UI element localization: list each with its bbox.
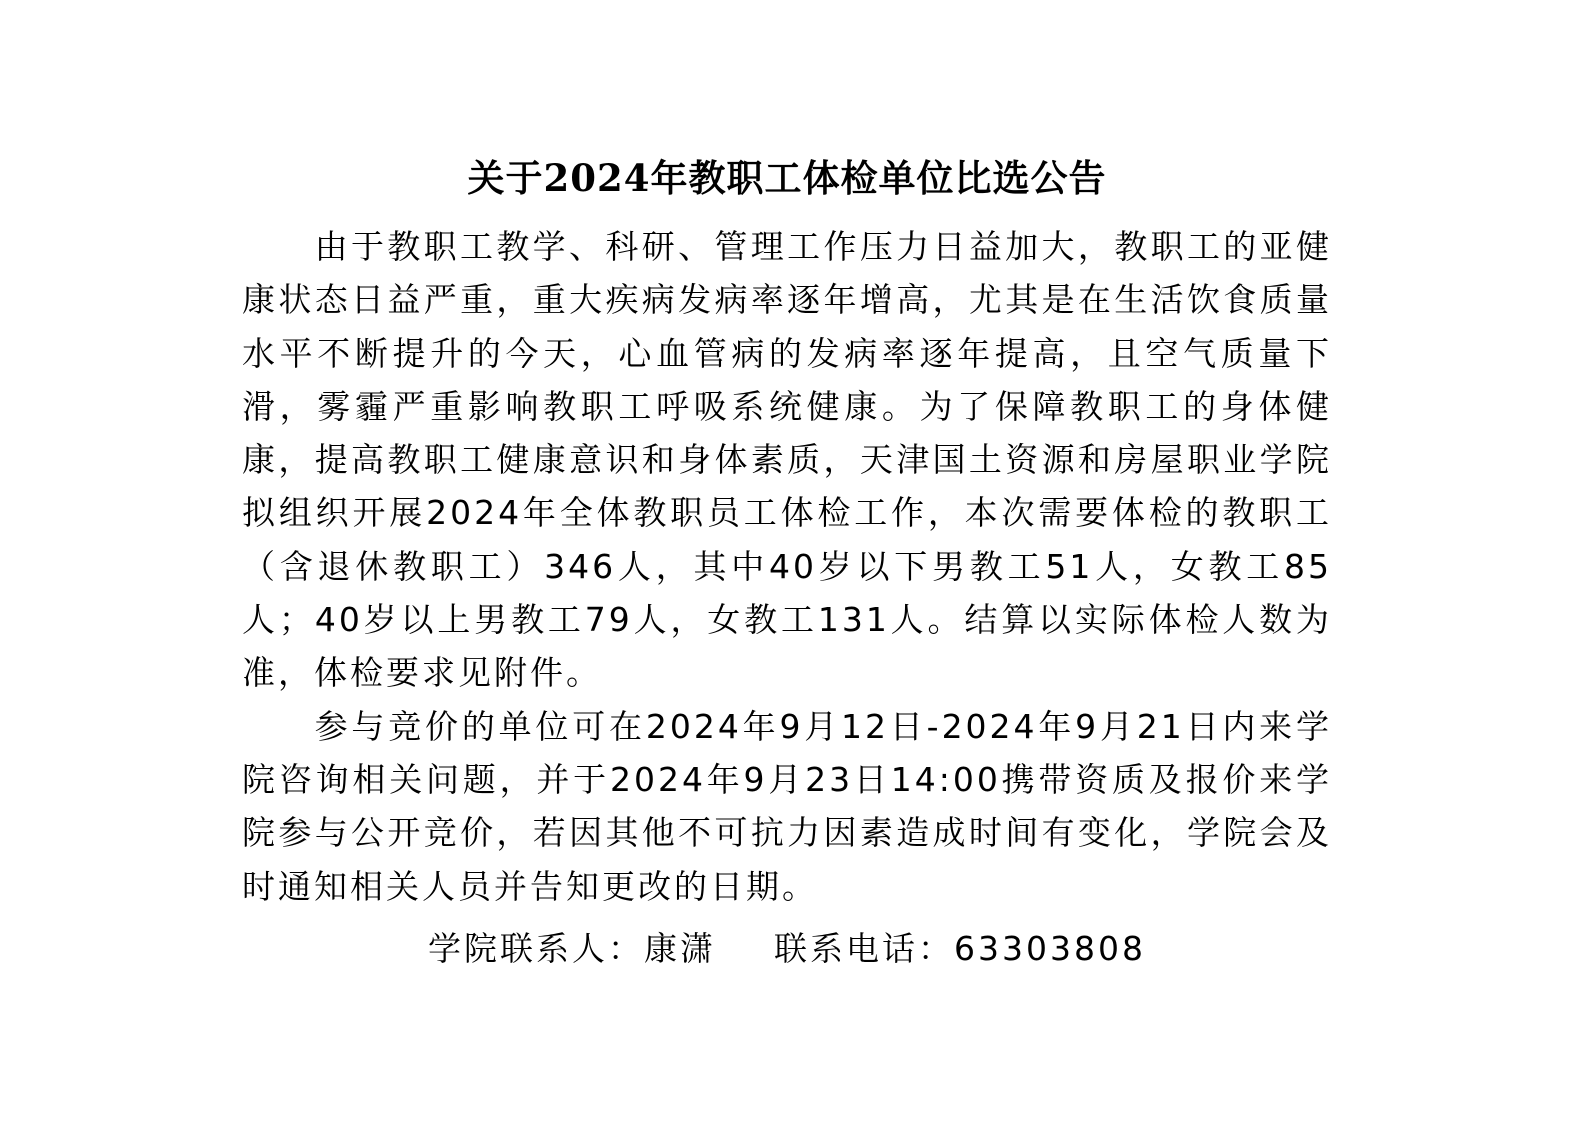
announcement-title: 关于2024年教职工体检单位比选公告 <box>467 156 1107 200</box>
contact-line <box>242 921 1332 977</box>
paragraph-background: 由于教职工教学、科研、管理工作压力日益加大，教职工的亚健康状态日益严重，重大疾病发病率逐年增高，尤其是在生活饮食质量水平不断提升的今天，心血管病的发病率逐年提高，且空气质量下滑，雾霾严重影响教职工呼吸系统健康。为了保障教职工的身体健康，提高教职工健康意识和身体素质，天津国土资源和房屋职业学院拟组织开展2024年全体教职员工体检工作，本次需要体检的教职工（含退休教职工）346人，其中40岁以下男教工51人，女教工85人；40岁以上男教工79人，女教工131人。结算以实际体检人数为准，体检要求见附件。 <box>242 227 1332 693</box>
announcement-page <box>242 150 1332 977</box>
contact-person: 学院联系人：康潇 <box>428 928 717 968</box>
contact-phone: 联系电话：63303808 <box>774 928 1146 968</box>
paragraph-bidding-schedule: 参与竞价的单位可在2024年9月12日-2024年9月21日内来学院咨询相关问题，并于2024年9月23日14:00携带资质及报价来学院参与公开竞价，若因其他不可抗力因素造成时间有变化，学院会及时通知相关人员并告知更改的日期。 <box>242 706 1332 906</box>
